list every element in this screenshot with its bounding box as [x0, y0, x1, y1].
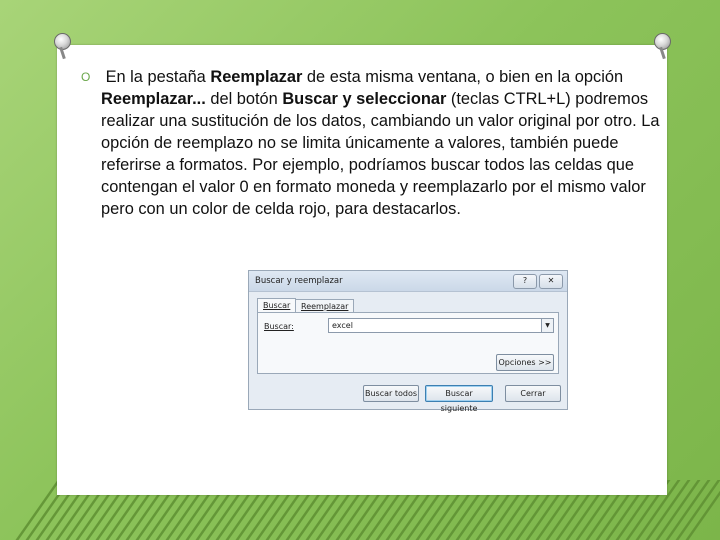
bullet-marker: O	[81, 70, 91, 84]
find-value: excel	[332, 321, 353, 330]
dialog-titlebar	[249, 271, 567, 292]
tab-buscar[interactable]: Buscar	[257, 298, 296, 314]
para-text-3: del botón	[205, 90, 283, 108]
slide-paragraph	[101, 66, 661, 220]
options-button[interactable]: Opciones >>	[496, 354, 554, 371]
find-replace-dialog-screenshot	[248, 270, 568, 413]
pushpin-icon-left	[52, 33, 74, 59]
para-text-1: En la pestaña	[105, 68, 211, 86]
para-text-4: (teclas CTRL+L) podremos realizar una sustitución de los datos, cambiando un valor original por otro. La opción de reemplazo no se limita únicamente a valores, también puede referirse a formatos. Por ejemplo, podríamos buscar todos las celdas que contengan el valor 0 en formato moneda y reemplazarlo por el mismo valor pero con un color de celda rojo, para destacarlos.	[101, 90, 660, 218]
pushpin-icon-right	[652, 33, 674, 59]
dialog-title: Buscar y reemplazar	[255, 276, 343, 286]
find-next-button[interactable]: Buscar siguiente	[425, 385, 493, 402]
find-combo[interactable]	[328, 318, 554, 333]
para-bold-buscar-seleccionar: Buscar y seleccionar	[282, 90, 447, 108]
help-icon[interactable]: ?	[513, 274, 537, 289]
find-label: Buscar:	[264, 322, 294, 331]
find-all-button[interactable]: Buscar todos	[363, 385, 419, 402]
chevron-down-icon[interactable]: ▼	[541, 319, 553, 332]
close-icon[interactable]: ✕	[539, 274, 563, 289]
close-button[interactable]: Cerrar	[505, 385, 561, 402]
tab-reemplazar[interactable]: Reemplazar	[295, 299, 354, 313]
para-bold-reemplazar-option: Reemplazar...	[101, 90, 206, 108]
para-bold-reemplazar: Reemplazar	[210, 68, 303, 86]
para-text-2: de esta misma ventana, o bien en la opción	[302, 68, 624, 86]
dialog-panel	[257, 312, 559, 374]
